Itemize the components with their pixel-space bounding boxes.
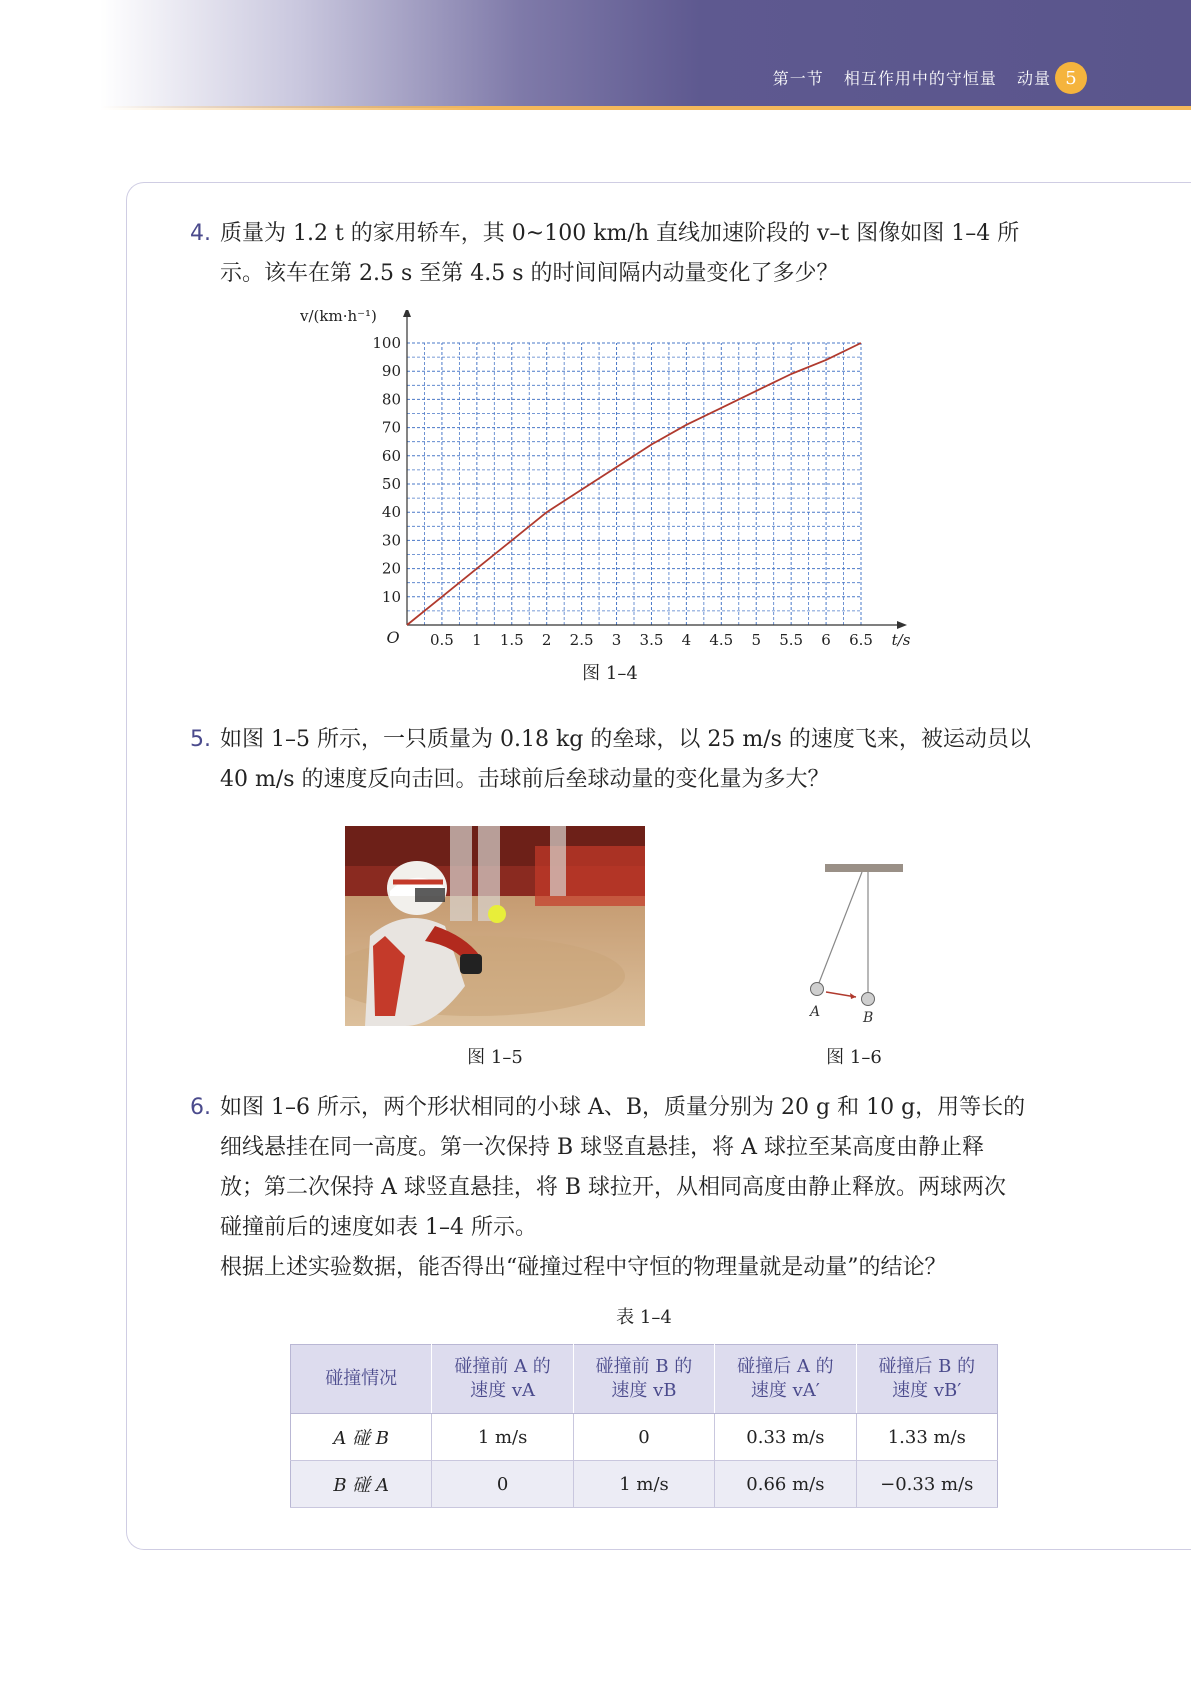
question-6-line-1: 如图 1–6 所示，两个形状相同的小球 A、B，质量分别为 20 g 和 10 g，用等长的: [220, 1095, 1026, 1120]
x-tick-label: 4: [681, 631, 692, 649]
pendulum-diagram: [800, 856, 930, 1026]
header-accent-line: [100, 106, 1191, 110]
header-title: [759, 66, 1051, 89]
question-number: 4.: [190, 221, 211, 246]
y-tick-label: 80: [381, 390, 401, 409]
figure-1-5-caption: 图 1–5: [467, 1047, 523, 1068]
x-axis-label: t/s: [891, 631, 911, 649]
question-6-line-2: 细线悬挂在同一高度。第一次保持 B 球竖直悬挂，将 A 球拉至某高度由静止释: [220, 1135, 985, 1160]
question-5: [190, 720, 1070, 800]
ceiling-support: [825, 864, 903, 872]
header-va-before: 碰撞前 A 的 速度 vA: [432, 1345, 573, 1414]
ball-b: [862, 993, 875, 1006]
question-4-line-1: 质量为 1.2 t 的家用轿车，其 0~100 km/h 直线加速阶段的 v–t 图像如图 1–4 所: [220, 221, 1020, 246]
table-cell: A 碰 B: [291, 1414, 432, 1461]
y-tick-label: 50: [381, 475, 401, 493]
y-tick-label: 10: [381, 587, 401, 606]
figure-1-6-caption: 图 1–6: [826, 1047, 882, 1068]
string-a: [817, 872, 862, 988]
table-cell: 0.33 m/s: [715, 1414, 856, 1461]
table-row: [291, 1414, 998, 1461]
question-5-line-1: 如图 1–5 所示，一只质量为 0.18 kg 的垒球，以 25 m/s 的速度飞来，被运动员以: [220, 727, 1031, 752]
table-cell: 0: [432, 1461, 573, 1508]
softball-batter-photo: [345, 826, 645, 1026]
y-tick-label: 30: [381, 531, 401, 550]
table-cell: 1 m/s: [432, 1414, 573, 1461]
y-tick-label: 40: [381, 503, 401, 522]
ball-a: [811, 983, 824, 996]
table-cell: 1.33 m/s: [856, 1414, 997, 1461]
label-b: B: [863, 1010, 874, 1026]
figure-1-4-caption: 图 1–4: [582, 663, 638, 684]
header-vb-after: 碰撞后 B 的 速度 vB′: [856, 1345, 997, 1414]
x-tick-label: 2: [541, 631, 552, 649]
y-tick-label: 70: [381, 418, 401, 437]
x-tick-label: 3.5: [639, 631, 664, 649]
collision-data-table: [290, 1344, 998, 1508]
question-5-line-2: 40 m/s 的速度反向击回。击球前后垒球动量的变化量为多大？: [220, 767, 830, 792]
table-cell: 1 m/s: [573, 1461, 714, 1508]
x-tick-label: 1: [472, 631, 482, 649]
y-tick-label: 100: [372, 334, 401, 352]
header-subtitle: 动量: [1016, 69, 1051, 88]
table-header-row: [291, 1345, 998, 1414]
x-tick-label: 1.5: [499, 631, 524, 649]
question-4: [190, 214, 1070, 294]
header-vb-before: 碰撞前 B 的 速度 vB: [573, 1345, 714, 1414]
question-6-line-5: 根据上述实验数据，能否得出“碰撞过程中守恒的物理量就是动量”的结论？: [220, 1255, 947, 1280]
question-6: [190, 1088, 1070, 1288]
y-axis-label: v/(km·h⁻¹): [300, 310, 377, 325]
origin-label: O: [386, 628, 400, 647]
page-header: [0, 0, 1191, 108]
header-section: 第一节: [772, 69, 824, 88]
y-tick-label: 20: [381, 559, 401, 578]
header-chapter-title: 相互作用中的守恒量: [843, 69, 997, 88]
x-tick-label: 6: [821, 631, 831, 649]
x-axis-arrow: [897, 621, 907, 629]
table-cell: 0.66 m/s: [715, 1461, 856, 1508]
y-tick-label: 90: [381, 362, 401, 381]
x-tick-label: 2.5: [569, 631, 594, 649]
header-collision-case: 碰撞情况: [291, 1345, 432, 1414]
x-tick-label: 0.5: [429, 631, 454, 649]
y-axis-arrow: [403, 310, 411, 317]
table-cell: B 碰 A: [291, 1461, 432, 1508]
question-6-line-4: 碰撞前后的速度如表 1–4 所示。: [220, 1215, 537, 1240]
velocity-time-chart: [300, 310, 940, 660]
x-tick-label: 4.5: [709, 631, 734, 649]
table-1-4-caption: 表 1–4: [616, 1307, 672, 1328]
question-number: 5.: [190, 727, 211, 752]
label-a: A: [810, 1004, 821, 1020]
question-4-line-2: 示。该车在第 2.5 s 至第 4.5 s 的时间间隔内动量变化了多少？: [220, 261, 839, 286]
table-row: [291, 1461, 998, 1508]
table-cell: 0: [573, 1414, 714, 1461]
question-number: 6.: [190, 1095, 211, 1120]
x-tick-label: 5.5: [779, 631, 804, 649]
x-tick-label: 3: [611, 631, 622, 649]
header-va-after: 碰撞后 A 的 速度 vA′: [715, 1345, 856, 1414]
question-6-line-3: 放；第二次保持 A 球竖直悬挂，将 B 球拉开，从相同高度由静止释放。两球两次: [220, 1175, 1007, 1200]
x-tick-label: 6.5: [849, 631, 873, 649]
x-tick-label: 5: [751, 631, 762, 649]
arrow-head: [850, 993, 856, 999]
table-cell: −0.33 m/s: [856, 1461, 997, 1508]
page-number-badge: 5: [1055, 62, 1087, 94]
y-tick-label: 60: [381, 446, 401, 465]
